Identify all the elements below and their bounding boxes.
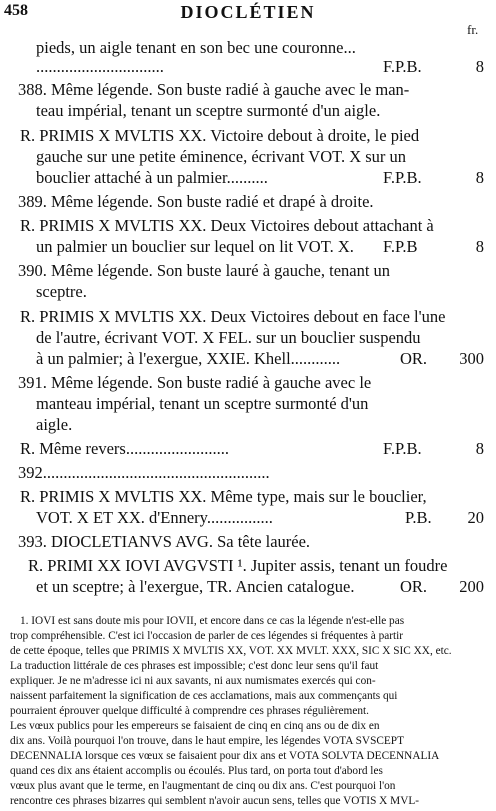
footnote-line: naissent parfaitement la signification de ces acclamations, mais aux commençants qui [10, 690, 398, 702]
footnote-line: dix ans. Voilà pourquoi l'on trouve, dans le haut empire, les légendes VOTA SVSCEPT [10, 735, 404, 747]
metal-size-mark: F.P.B. [383, 439, 422, 458]
page-number: 458 [4, 2, 28, 19]
catalog-line: pieds, un aigle tenant en son bec une couronne... [36, 38, 356, 57]
footnote-line: vœux plus avant que le terme, en l'augmentant de cinq ou dix ans. C'est pourquoi l'on [10, 780, 396, 792]
catalog-line: sceptre. [36, 282, 87, 301]
price-value: 8 [475, 237, 484, 256]
catalog-line: à un palmier; à l'exergue, XXIE. Khell............ [36, 349, 341, 368]
catalog-line: R. PRIMIS X MVLTIS XX. Même type, mais sur le bouclier, [20, 487, 427, 506]
footnote-line: La traduction littérale de ces phrases est impossible; c'est donc leur sens qu'il faut [10, 660, 379, 672]
catalog-line: manteau impérial, tenant un sceptre surmonté d'un [36, 394, 369, 413]
catalog-line: un palmier un bouclier sur lequel on lit VOT. X. [36, 237, 354, 256]
metal-size-mark: F.P.B. [383, 168, 422, 187]
metal-size-mark: F.P.B. [383, 57, 422, 76]
catalog-line: R. Même revers......................... [20, 439, 229, 458]
catalog-line: 388. Même légende. Son buste radié à gauche avec le man- [18, 80, 410, 99]
currency-label: fr. [467, 22, 479, 37]
price-value: 8 [475, 168, 484, 187]
metal-size-mark: P.B. [405, 508, 432, 527]
footnote-line: DECENNALIA lorsque ces vœux se faisaient pour dix ans et VOTA SOLVTA DECENNALIA [10, 750, 440, 762]
catalog-line: et un sceptre; à l'exergue, TR. Ancien catalogue. [36, 577, 355, 596]
catalog-line: de l'autre, écrivant VOT. X FEL. sur un bouclier suspendu [36, 328, 421, 347]
footnote-line: quand ces dix ans étaient accomplis ou écoulés. Plus tard, on porta tout d'abord les [10, 765, 383, 777]
metal-size-mark: OR. [400, 349, 428, 368]
catalog-line: R. PRIMIS X MVLTIS XX. Deux Victoires debout attachant à [20, 216, 434, 235]
catalog-line: 389. Même légende. Son buste radié et drapé à droite. [18, 192, 374, 211]
catalog-line: ............................... [36, 57, 164, 76]
catalog-line: 390. Même légende. Son buste lauré à gauche, tenant un [18, 261, 391, 280]
catalog-line: R. PRIMI XX IOVI AVGVSTI ¹. Jupiter assis, tenant un foudre [28, 556, 448, 575]
footnote-line: de cette époque, telles que PRIMIS X MVLTIS XX, VOT. XX MVLT. XXX, SIC X SIC XX, etc. [10, 645, 452, 657]
price-value: 20 [467, 508, 484, 527]
footnote-line: pourraient éprouver quelque difficulté à comprendre ces phrases régulièrement. [10, 705, 369, 717]
catalog-line: bouclier attaché à un palmier.......... [36, 168, 268, 187]
metal-size-mark: OR. [400, 577, 428, 596]
metal-size-mark: F.P.B [383, 237, 418, 256]
footnote-line: Les vœux publics pour les empereurs se faisaient de cinq en cinq ans ou de dix en [10, 720, 380, 732]
price-value: 200 [459, 577, 484, 596]
footnote-line: rencontre ces phrases bizarres qui semblent n'avoir aucun sens, telles que VOTIS X MVL- [10, 795, 420, 807]
footnote-line: 1. IOVI est sans doute mis pour IOVII, et encore dans ce cas la légende n'est-elle pas [20, 615, 405, 627]
page-title: DIOCLÉTIEN [180, 2, 316, 22]
catalog-line: VOT. X ET XX. d'Ennery................ [36, 508, 273, 527]
catalog-line: R. PRIMIS X MVLTIS XX. Victoire debout à droite, le pied [20, 126, 420, 145]
catalog-line: 393. DIOCLETIANVS AVG. Sa tête laurée. [18, 532, 311, 551]
footnote-line: expliquer. Je ne m'adresse ici ni aux savants, ni aux numismates exercés qui con- [10, 675, 376, 687]
catalog-line: 391. Même légende. Son buste radié à gauche avec le [18, 373, 372, 392]
catalog-line: gauche sur une petite éminence, écrivant VOT. X sur un [36, 147, 407, 166]
price-value: 8 [475, 57, 484, 76]
catalog-line: teau impérial, tenant un sceptre surmonté d'un aigle. [36, 101, 381, 120]
footnote-line: trop compréhensible. C'est ici l'occasion de parler de ces légendes si fréquentes à partir [10, 630, 404, 642]
catalog-line: 392....................................................... [18, 463, 270, 482]
price-value: 300 [459, 349, 484, 368]
catalog-line: aigle. [36, 415, 73, 434]
catalog-line: R. PRIMIS X MVLTIS XX. Deux Victoires debout en face l'une [20, 307, 446, 326]
price-value: 8 [475, 439, 484, 458]
